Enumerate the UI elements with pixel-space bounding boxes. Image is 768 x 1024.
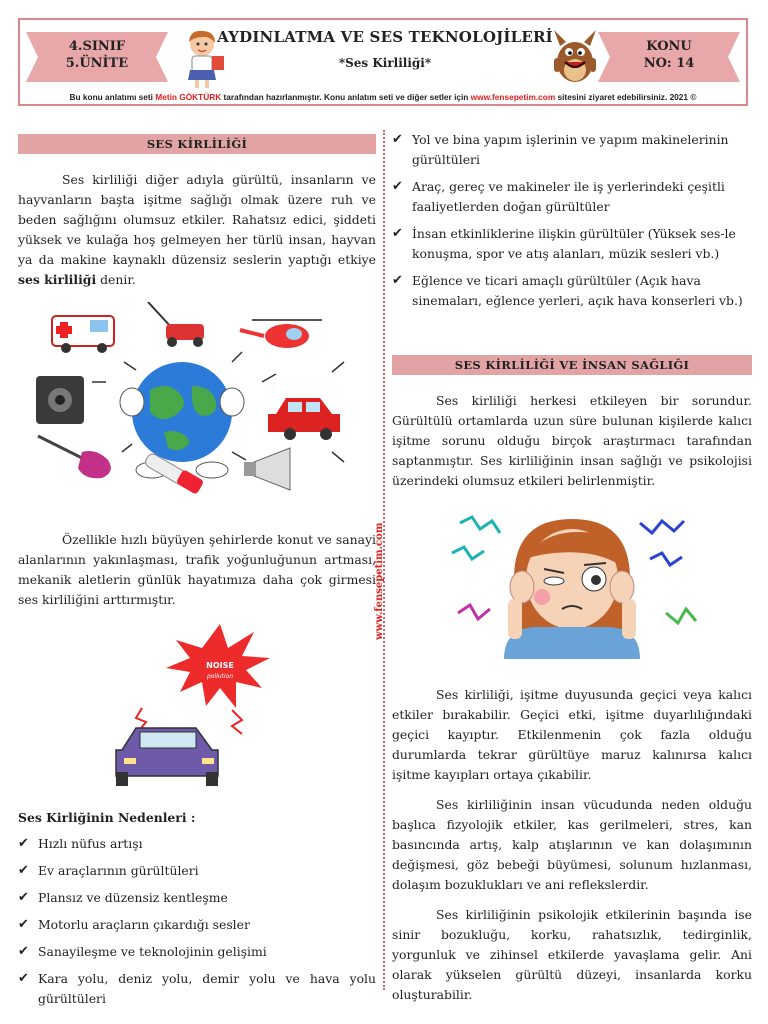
page-subtitle: *Ses Kirliliği* xyxy=(338,56,432,70)
left-column xyxy=(18,134,376,1016)
causes-list-continued xyxy=(392,130,752,311)
site-link[interactable]: www.fensepetim.com xyxy=(470,92,556,102)
check-icon: ✔ xyxy=(18,836,29,851)
megaphone-icon xyxy=(244,448,290,490)
helicopter-icon xyxy=(240,320,322,348)
noise-car-illustration xyxy=(102,622,302,792)
list-item: ✔ Araç, gereç ve makineler ile iş yerlerindeki çeşitli faaliyetlerden doğan gürültüler xyxy=(392,179,725,214)
causes-heading: Ses Kirliğinin Nedenleri : xyxy=(18,810,196,825)
list-item: ✔ Motorlu araçların çıkardığı sesler xyxy=(18,915,376,935)
grade-label: 4.SINIF xyxy=(68,39,126,54)
health-paragraph-2: Ses kirliliği, işitme duyusunda geçici veya kalıcı etkiler bırakabilir. Geçici etki, işitme duyarlılığındaki geçici kayıptır. Etkilenmenin çok fazla olduğu durumlarda tekrar gürültüye maruz kalınırsa kalıcı işitme kayıpları ortaya çıkabilir. xyxy=(392,687,752,782)
check-icon: ✔ xyxy=(18,944,29,959)
check-icon: ✔ xyxy=(18,863,29,878)
crying-globe-icon xyxy=(120,362,244,478)
author-name: Metin GÖKTÜRK xyxy=(155,92,222,102)
list-item: ✔ Plansız ve düzensiz kentleşme xyxy=(18,888,376,908)
list-item: ✔ Sanayileşme ve teknolojinin gelişimi xyxy=(18,942,376,962)
causes-list xyxy=(18,834,376,1009)
page-header xyxy=(18,18,748,106)
list-item: ✔ Eğlence ve ticari amaçlı gürültüler (Açık hava sinemaları, eğlence yerleri, açık hava konserleri vb.) xyxy=(392,273,743,308)
check-icon: ✔ xyxy=(18,971,29,986)
taz-cartoon-illustration xyxy=(548,28,602,88)
lawn-mower-icon xyxy=(148,302,204,347)
side-watermark: www.fensepetim.com xyxy=(374,522,385,640)
topic-number: NO: 14 xyxy=(643,56,695,71)
check-icon: ✔ xyxy=(392,273,403,288)
list-item: ✔ İnsan etkinliklerine ilişkin gürültüler (Yüksek ses-le konuşma, spor ve atış alanları, müzik sesleri vb.) xyxy=(392,226,736,261)
topic-ribbon xyxy=(598,32,740,82)
red-car-icon xyxy=(268,398,340,440)
page-title: AYDINLATMA VE SES TEKNOLOJİLERİ xyxy=(217,28,553,46)
credit-line: Bu konu anlatımı seti Metin GÖKTÜRK tarafından hazırlanmıştır. Konu anlatım seti ve diğer setler için www.fensepetim.com sitesini ziyaret edebilirsiniz. 2021 © xyxy=(69,92,697,102)
health-paragraph-3: Ses kirliliğinin insan vücudunda neden olduğu başlıca fizyolojik etkiler, kas gerilmeleri, stres, kan basıncında artış, kalp atışlarının ve kan dolaşımının değişmesi, göz bebeği büyümesi, solunum hızlanması, dolaşım bozuklukları ve ani reflekslerdir. xyxy=(392,797,752,892)
topic-label: KONU xyxy=(646,39,692,54)
noise-badge-subtext: pollution xyxy=(206,673,234,680)
electric-guitar-icon xyxy=(38,436,111,478)
check-icon: ✔ xyxy=(392,179,403,194)
list-item: ✔ Hızlı nüfus artışı xyxy=(18,834,376,854)
ambulance-icon xyxy=(52,316,114,353)
check-icon: ✔ xyxy=(392,132,403,147)
section-title-health: SES KİRLİLİĞİ VE İNSAN SAĞLIĞI xyxy=(392,355,752,375)
speaker-box-icon xyxy=(36,376,84,424)
check-icon: ✔ xyxy=(18,890,29,905)
health-paragraph-4: Ses kirliliğinin psikolojik etkilerinin başında ise sinir bozukluğu, korku, rahatsızlık, tedirginlik, yorgunluk ve zihinsel etkilerde yavaşlama gelir. Ani olarak yükselen gürültü düzeyi, insanlarda korku oluşturabilir. xyxy=(392,907,752,1002)
city-paragraph: Özellikle hızlı büyüyen şehirlerde konut ve sanayi alanlarının yakınlaşması, trafik yoğunluğunun artması, mekanik aletlerin günlük hayatımıza daha çok girmesi ses kirliliğini arttırmıştır. xyxy=(18,532,376,607)
grade-ribbon xyxy=(26,32,168,82)
list-item: ✔ Yol ve bina yapım işlerinin ve yapım makinelerinin gürültüleri xyxy=(392,132,729,167)
right-column xyxy=(392,130,752,1005)
check-icon: ✔ xyxy=(392,226,403,241)
term-highlight: ses kirliliği xyxy=(18,272,97,287)
list-item: ✔ Ev araçlarının gürültüleri xyxy=(18,861,376,881)
check-icon: ✔ xyxy=(18,917,29,932)
intro-paragraph: Ses kirliliği diğer adıyla gürültü, insanların ve hayvanların başta işitme sağlığı olmak üzere ruh ve beden sağlığını olumsuz etkiler. Rahatsız edici, şiddeti yüksek ve kulağa hoş gelmeyen her türlü insan, hayvan ya da makine kaynaklı düzensiz seslerin yaptığı etkiye ses kirliliği denir. xyxy=(18,172,376,287)
list-item: ✔ Kara yolu, deniz yolu, demir yolu ve hava yolu gürültüleri xyxy=(18,971,376,1006)
unit-label: 5.ÜNİTE xyxy=(65,56,129,71)
health-paragraph-1: Ses kirliliği herkesi etkileyen bir sorundur. Gürültülü ortamlarda uzun süre bulunan kişilerde kalıcı işitme sorunu olduğu birçok araştırmacı tarafından saptanmıştır. Ses kirliliğinin insan sağlığı ve psikolojisi üzerindeki olumsuz etkileri belirlenmiştir. xyxy=(392,393,752,488)
noise-sources-globe-illustration xyxy=(32,302,352,502)
stressed-woman-covering-ears-illustration xyxy=(444,509,704,659)
section-title-noise-pollution: SES KİRLİLİĞİ xyxy=(18,134,376,154)
noise-badge-text: NOISE xyxy=(206,661,234,670)
